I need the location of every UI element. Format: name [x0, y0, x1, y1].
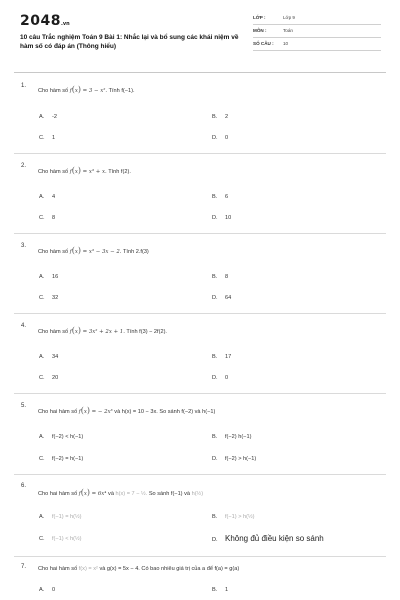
- option-d[interactable]: D. 64: [212, 295, 232, 301]
- meta-label: MÔN :: [253, 28, 267, 33]
- math-expression: = 3x² + 2x + 1.: [82, 329, 125, 335]
- question-number: 4.: [21, 323, 27, 329]
- math-function: f: [78, 409, 81, 415]
- question-text: Cho hai hàm số f(x) = 6x⁴ và h(x) = 7 − ½. So sánh f(−1) và h(½): [38, 488, 204, 497]
- document-title: 10 câu Trắc nghiệm Toán 9 Bài 1: Nhắc lại và bổ sung các khái niệm về hàm số có đáp án (Thông hiểu): [20, 34, 239, 50]
- question-text: Cho hàm số f(x) = x³ + x. Tính f(2).: [38, 166, 131, 175]
- option-c[interactable]: C. f(−2) = h(−1): [39, 456, 84, 462]
- option-d[interactable]: D. 0: [212, 375, 229, 381]
- question-divider: [14, 393, 386, 394]
- question-text: Cho hàm số f(x) = 3x² + 2x + 1. Tính f(3) − 2f(2).: [38, 326, 167, 335]
- option-a[interactable]: A. 4: [39, 194, 56, 200]
- question-divider: [14, 556, 386, 557]
- question-number: 7.: [21, 564, 27, 570]
- option-c[interactable]: C. 32: [39, 295, 59, 301]
- math-expression: = x³ − 3x − 2.: [82, 249, 122, 255]
- option-a[interactable]: A. 34: [39, 354, 59, 360]
- question-number: 5.: [21, 403, 27, 409]
- question-number: 2.: [21, 163, 27, 169]
- option-d[interactable]: D. f(−2) > h(−1): [212, 456, 257, 462]
- math-expression: = 6x⁴: [91, 491, 107, 497]
- question-text: Cho hai hàm số f(x) = − 2x³ và h(x) = 10 − 3x. So sánh f(−2) và h(−1): [38, 406, 216, 415]
- question-text: Cho hai hàm số f(x) = x² và g(x) = 5x − 4. Có bao nhiêu giá trị của a để f(a) = g(a): [38, 566, 240, 572]
- math-function: f: [69, 88, 72, 94]
- option-b[interactable]: B. 2: [212, 114, 229, 120]
- math-expression-faded: h(x) = 7 − ½.: [115, 491, 148, 497]
- meta-row-subject: [253, 27, 381, 38]
- math-expression: = 3 − x².: [82, 88, 108, 94]
- option-a[interactable]: A. f(−2) < h(−1): [39, 434, 84, 440]
- option-a[interactable]: A. -2: [39, 114, 57, 120]
- option-b[interactable]: B. 8: [212, 274, 229, 280]
- math-function: f: [69, 249, 72, 255]
- question-divider: [14, 474, 386, 475]
- option-c[interactable]: C. 20: [39, 375, 59, 381]
- option-a[interactable]: A. 16: [39, 274, 59, 280]
- math-function: f: [69, 169, 72, 175]
- math-function: f: [78, 491, 81, 497]
- option-b[interactable]: B. f(−2) h(−1): [212, 434, 252, 440]
- option-b[interactable]: B. f(−1) > h(½): [212, 514, 255, 520]
- option-c[interactable]: C. 1: [39, 135, 56, 141]
- option-d[interactable]: D. Không đủ điều kiện so sánh: [212, 534, 324, 543]
- question-number: 3.: [21, 243, 27, 249]
- question-divider: [14, 153, 386, 154]
- meta-label: SỐ CÂU :: [253, 41, 274, 46]
- question-text: Cho hàm số f(x) = 3 − x². Tính f(−1).: [38, 85, 135, 94]
- question-divider: [14, 313, 386, 314]
- question-divider: [14, 233, 386, 234]
- option-b[interactable]: B. 6: [212, 194, 229, 200]
- meta-row-grade: [253, 14, 381, 25]
- meta-label: LỚP :: [253, 15, 266, 20]
- header-divider: [14, 72, 386, 73]
- meta-value: Toán: [283, 28, 293, 33]
- question-number: 6.: [21, 483, 27, 489]
- page-header: [0, 0, 400, 70]
- math-expression-faded: f(x) = x²: [78, 566, 98, 572]
- question-text: Cho hàm số f(x) = x³ − 3x − 2. Tính 2.f(3): [38, 246, 149, 255]
- meta-panel: [253, 14, 381, 53]
- option-a[interactable]: A. f(−1) = h(½): [39, 514, 82, 520]
- question-number: 1.: [21, 83, 27, 89]
- option-c[interactable]: C. f(−1) < h(½): [39, 536, 82, 542]
- option-d[interactable]: D. 10: [212, 215, 232, 221]
- option-b[interactable]: B. 1: [212, 587, 229, 593]
- meta-row-count: [253, 40, 381, 51]
- meta-value: Lớp 9: [283, 15, 295, 20]
- site-logo: 2048.vn: [20, 13, 70, 29]
- option-d[interactable]: D. 0: [212, 135, 229, 141]
- math-function: f: [69, 329, 72, 335]
- math-expression: = x³ + x.: [82, 169, 107, 175]
- option-a[interactable]: A. 0: [39, 587, 56, 593]
- math-expression: = − 2x³: [91, 409, 113, 415]
- meta-value: 10: [283, 41, 289, 46]
- option-c[interactable]: C. 8: [39, 215, 56, 221]
- option-b[interactable]: B. 17: [212, 354, 232, 360]
